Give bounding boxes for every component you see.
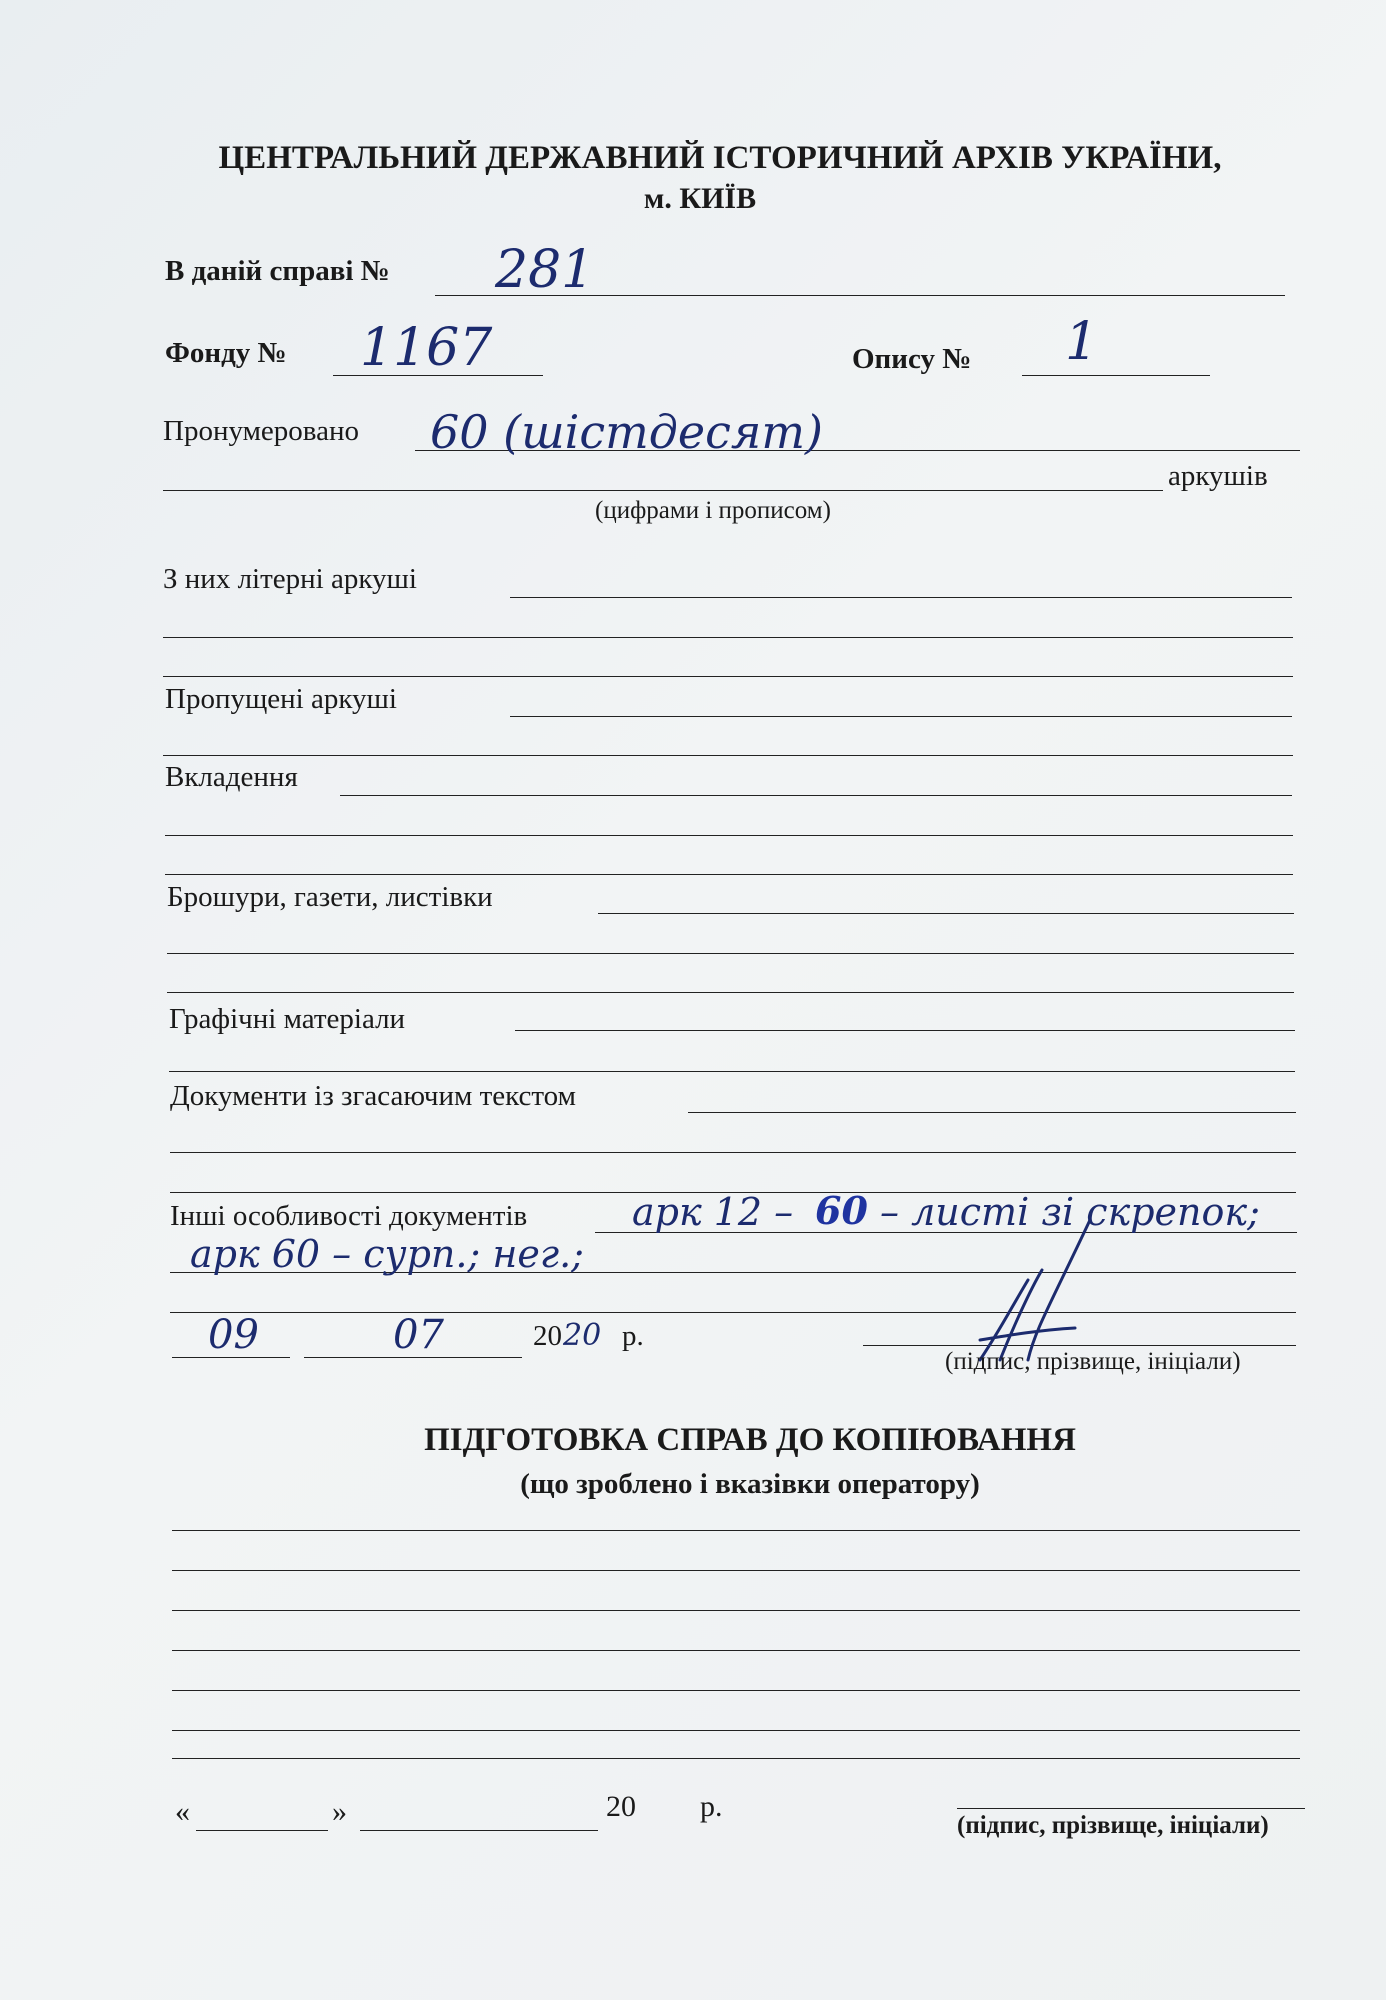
opys-line[interactable]: [1022, 375, 1210, 376]
date2-day-line[interactable]: [196, 1830, 328, 1831]
section2-line-2[interactable]: [172, 1570, 1300, 1571]
case-label: В даній справі №: [165, 255, 390, 287]
graphics-line-1[interactable]: [515, 1030, 1295, 1031]
date1-suffix: р.: [622, 1320, 644, 1352]
numbered-line-2[interactable]: [163, 490, 1163, 491]
faded-docs-line-2[interactable]: [170, 1152, 1296, 1153]
section2-line-5[interactable]: [172, 1690, 1300, 1691]
brochures-label: Брошури, газети, листівки: [167, 881, 493, 913]
letter-sheets-line-2[interactable]: [163, 637, 1293, 638]
date1-day: 09: [208, 1312, 259, 1358]
section2-line-6[interactable]: [172, 1730, 1300, 1731]
section2-title: ПІДГОТОВКА СПРАВ ДО КОПІЮВАННЯ: [424, 1422, 1076, 1458]
inserts-label: Вкладення: [165, 761, 298, 793]
signature2-line[interactable]: [957, 1808, 1305, 1809]
numbered-label: Пронумеровано: [163, 415, 360, 447]
numbered-hint: (цифрами і прописом): [595, 497, 831, 524]
graphics-label: Графічні матеріали: [169, 1003, 406, 1035]
letter-sheets-line-1[interactable]: [510, 597, 1292, 598]
letter-sheets-line-3[interactable]: [163, 676, 1293, 677]
date2-close-quote: »: [332, 1795, 347, 1828]
section2-line-1[interactable]: [172, 1530, 1300, 1531]
opys-label: Опису №: [852, 343, 972, 375]
other-features-label: Інші особливості документів: [170, 1200, 528, 1232]
date1-year-prefix: 20: [533, 1320, 562, 1352]
date2-suffix: р.: [700, 1790, 723, 1823]
section2-line-7[interactable]: [172, 1758, 1300, 1759]
date2-year-prefix: 20: [606, 1790, 636, 1823]
missing-sheets-line-1[interactable]: [510, 716, 1292, 717]
date2-open-quote: «: [175, 1795, 190, 1828]
signature1-caption: (підпис, прізвище, ініціали): [945, 1348, 1241, 1375]
archive-city: м. КИЇВ: [643, 182, 757, 215]
section2-line-4[interactable]: [172, 1650, 1300, 1651]
signature2-caption: (підпис, прізвище, ініціали): [957, 1812, 1269, 1839]
case-value: 281: [495, 240, 595, 300]
archive-title: ЦЕНТРАЛЬНИЙ ДЕРЖАВНИЙ ІСТОРИЧНИЙ АРХІВ УКРАЇНИ,: [218, 140, 1222, 176]
brochures-line-2[interactable]: [167, 953, 1294, 954]
missing-sheets-line-2[interactable]: [163, 755, 1293, 756]
other-features-line-3[interactable]: [170, 1312, 1296, 1313]
date2-month-line[interactable]: [360, 1830, 598, 1831]
opys-value: 1: [1065, 312, 1099, 372]
inserts-line-3[interactable]: [165, 874, 1293, 875]
graphics-line-2[interactable]: [169, 1071, 1295, 1072]
section2-subtitle: (що зроблено і вказівки оператору): [520, 1468, 980, 1500]
date1-year: 20: [563, 1318, 602, 1353]
other-features-value-2: арк 60 – сурп.; нег.;: [190, 1232, 584, 1276]
numbered-value: 60 (шістдесят): [430, 405, 823, 459]
date1-month: 07: [393, 1312, 444, 1358]
faded-docs-label: Документи із згасаючим текстом: [170, 1080, 576, 1112]
brochures-line-1[interactable]: [598, 913, 1294, 914]
fond-label: Фонду №: [165, 337, 287, 369]
brochures-line-3[interactable]: [167, 992, 1294, 993]
letter-sheets-label: З них літерні аркуші: [163, 563, 417, 595]
other-features-value-1a: арк 12 –: [632, 1190, 794, 1234]
missing-sheets-label: Пропущені аркуші: [165, 683, 397, 715]
inserts-line-2[interactable]: [165, 835, 1293, 836]
numbered-suffix: аркушів: [1168, 460, 1268, 492]
fond-value: 1167: [360, 318, 493, 378]
faded-docs-line-1[interactable]: [688, 1112, 1296, 1113]
inserts-line-1[interactable]: [340, 795, 1292, 796]
section2-line-3[interactable]: [172, 1610, 1300, 1611]
other-features-value-1c: – листі зі скрепок;: [880, 1190, 1260, 1234]
other-features-value-1b: 60: [815, 1188, 868, 1233]
